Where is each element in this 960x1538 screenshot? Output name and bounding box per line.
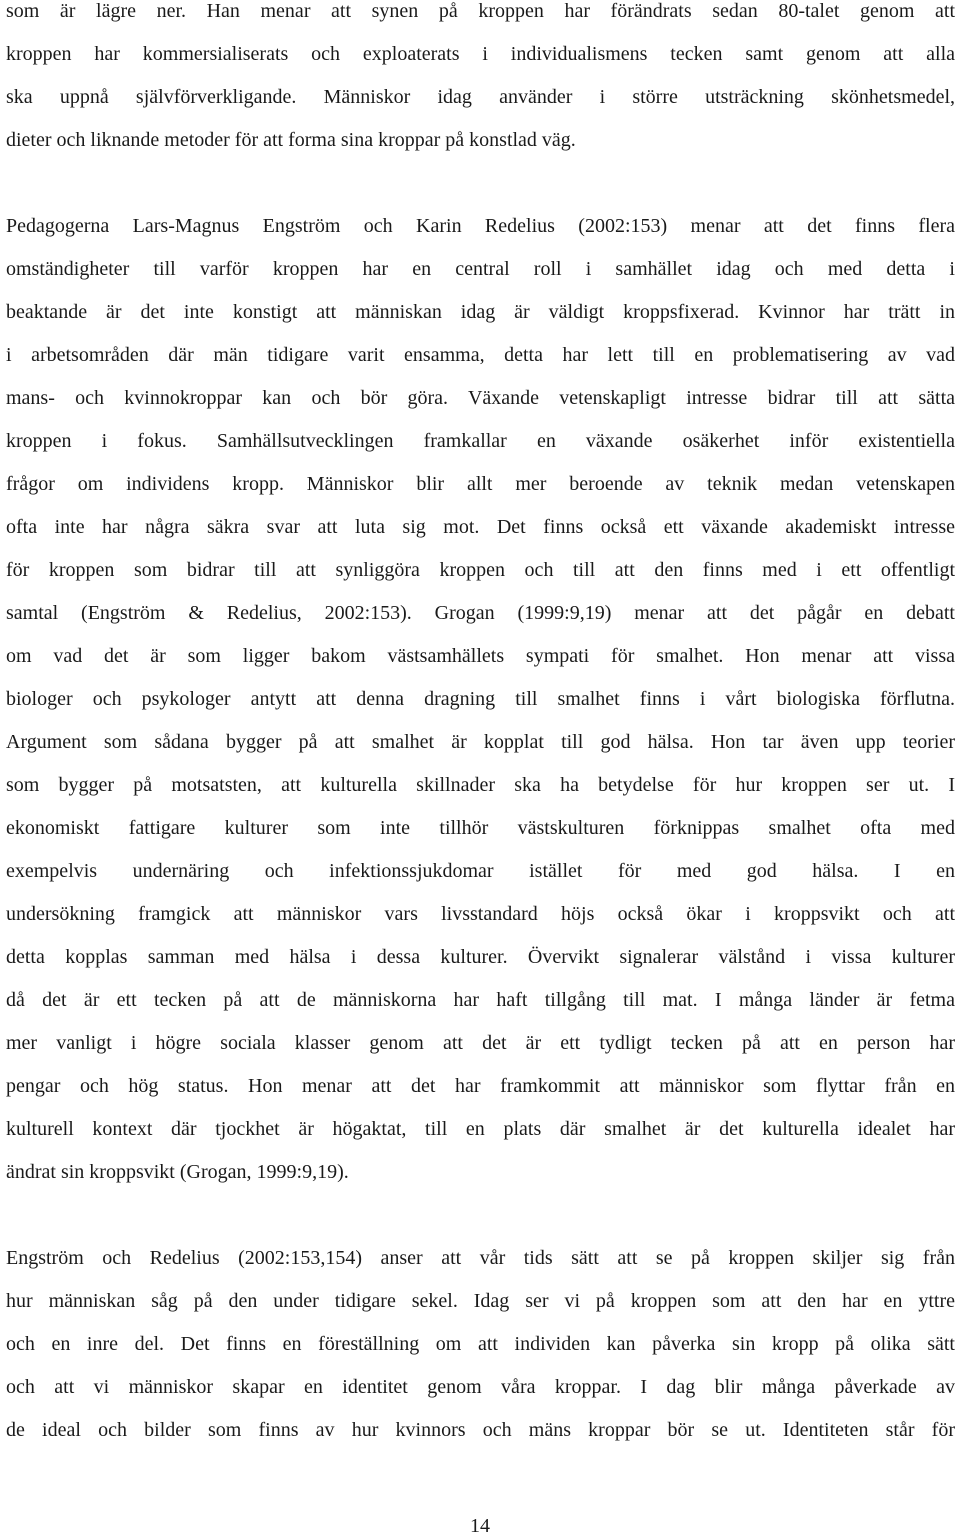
- text-line: biologer och psykologer antytt att denna dragning till smalhet finns i vårt biologiska förflutna.: [6, 688, 955, 710]
- text-line: som bygger på motsatsten, att kulturella skillnader ska ha betydelse för hur kroppen ser ut. I: [6, 774, 955, 796]
- text-line: detta kopplas samman med hälsa i dessa kulturer. Övervikt signalerar välstånd i vissa kulturer: [6, 946, 955, 968]
- text-line: och att vi människor skapar en identitet genom våra kroppar. I dag blir många påverkade av: [6, 1376, 955, 1398]
- text-line: Argument som sådana bygger på att smalhet är kopplat till god hälsa. Hon tar även upp teorier: [6, 731, 955, 753]
- text-line: mer vanligt i högre sociala klasser genom att det är ett tydligt tecken på att en person har: [6, 1032, 955, 1054]
- paragraph: [6, 1247, 955, 1462]
- text-line: som är lägre ner. Han menar att synen på kroppen har förändrats sedan 80-talet genom att: [6, 0, 955, 22]
- text-line: kroppen i fokus. Samhällsutvecklingen framkallar en växande osäkerhet inför existentiella: [6, 430, 955, 452]
- text-line: ofta inte har några säkra svar att luta sig mot. Det finns också ett växande akademiskt intresse: [6, 516, 955, 538]
- paragraph: [6, 0, 955, 172]
- text-line: pengar och hög status. Hon menar att det har framkommit att människor som flyttar från en: [6, 1075, 955, 1097]
- text-line: samtal (Engström & Redelius, 2002:153). Grogan (1999:9,19) menar att det pågår en debatt: [6, 602, 955, 624]
- text-line: i arbetsområden där män tidigare varit ensamma, detta har lett till en problematisering av vad: [6, 344, 955, 366]
- text-line: och en inre del. Det finns en föreställning om att individen kan påverka sin kropp på olika sätt: [6, 1333, 955, 1355]
- page-number: 14: [470, 1515, 490, 1537]
- text-line: Engström och Redelius (2002:153,154) anser att vår tids sätt att se på kroppen skiljer sig från: [6, 1247, 955, 1269]
- text-line: beaktande är det inte konstigt att människan idag är väldigt kroppsfixerad. Kvinnor har trätt in: [6, 301, 955, 323]
- text-line: undersökning framgick att människor vars livsstandard höjs också ökar i kroppsvikt och att: [6, 903, 955, 925]
- text-line: dieter och liknande metoder för att forma sina kroppar på konstlad väg.: [6, 129, 576, 151]
- paragraph-gap: [6, 1204, 955, 1247]
- text-line: ändrat sin kroppsvikt (Grogan, 1999:9,19).: [6, 1161, 349, 1183]
- text-line: omständigheter till varför kroppen har en central roll i samhället idag och med detta i: [6, 258, 955, 280]
- paragraph-gap: [6, 172, 955, 215]
- text-line: frågor om individens kropp. Människor blir allt mer beroende av teknik medan vetenskapen: [6, 473, 955, 495]
- text-line: mans- och kvinnokroppar kan och bör göra. Växande vetenskapligt intresse bidrar till att sätta: [6, 387, 955, 409]
- text-line: de ideal och bilder som finns av hur kvinnors och mäns kroppar bör se ut. Identiteten står för: [6, 1419, 955, 1441]
- text-line: exempelvis undernäring och infektionssjukdomar istället för med god hälsa. I en: [6, 860, 955, 882]
- document-page: [6, 0, 955, 1462]
- text-line: ekonomiskt fattigare kulturer som inte tillhör västskulturen förknippas smalhet ofta med: [6, 817, 955, 839]
- text-line: om vad det är som ligger bakom västsamhällets sympati för smalhet. Hon menar att vissa: [6, 645, 955, 667]
- text-line: kulturell kontext där tjockhet är högaktat, till en plats där smalhet är det kulturella idealet har: [6, 1118, 955, 1140]
- text-line: Pedagogerna Lars-Magnus Engström och Karin Redelius (2002:153) menar att det finns flera: [6, 215, 955, 237]
- text-line: ska uppnå självförverkligande. Människor idag använder i större utsträckning skönhetsmedel,: [6, 86, 955, 108]
- text-line: kroppen har kommersialiserats och exploaterats i individualismens tecken samt genom att alla: [6, 43, 955, 65]
- paragraph: [6, 215, 955, 1204]
- text-line: för kroppen som bidrar till att synliggöra kroppen och till att den finns med i ett offentligt: [6, 559, 955, 581]
- text-line: hur människan såg på den under tidigare sekel. Idag ser vi på kroppen som att den har en yttre: [6, 1290, 955, 1312]
- text-line: då det är ett tecken på att de människorna har haft tillgång till mat. I många länder är fetma: [6, 989, 955, 1011]
